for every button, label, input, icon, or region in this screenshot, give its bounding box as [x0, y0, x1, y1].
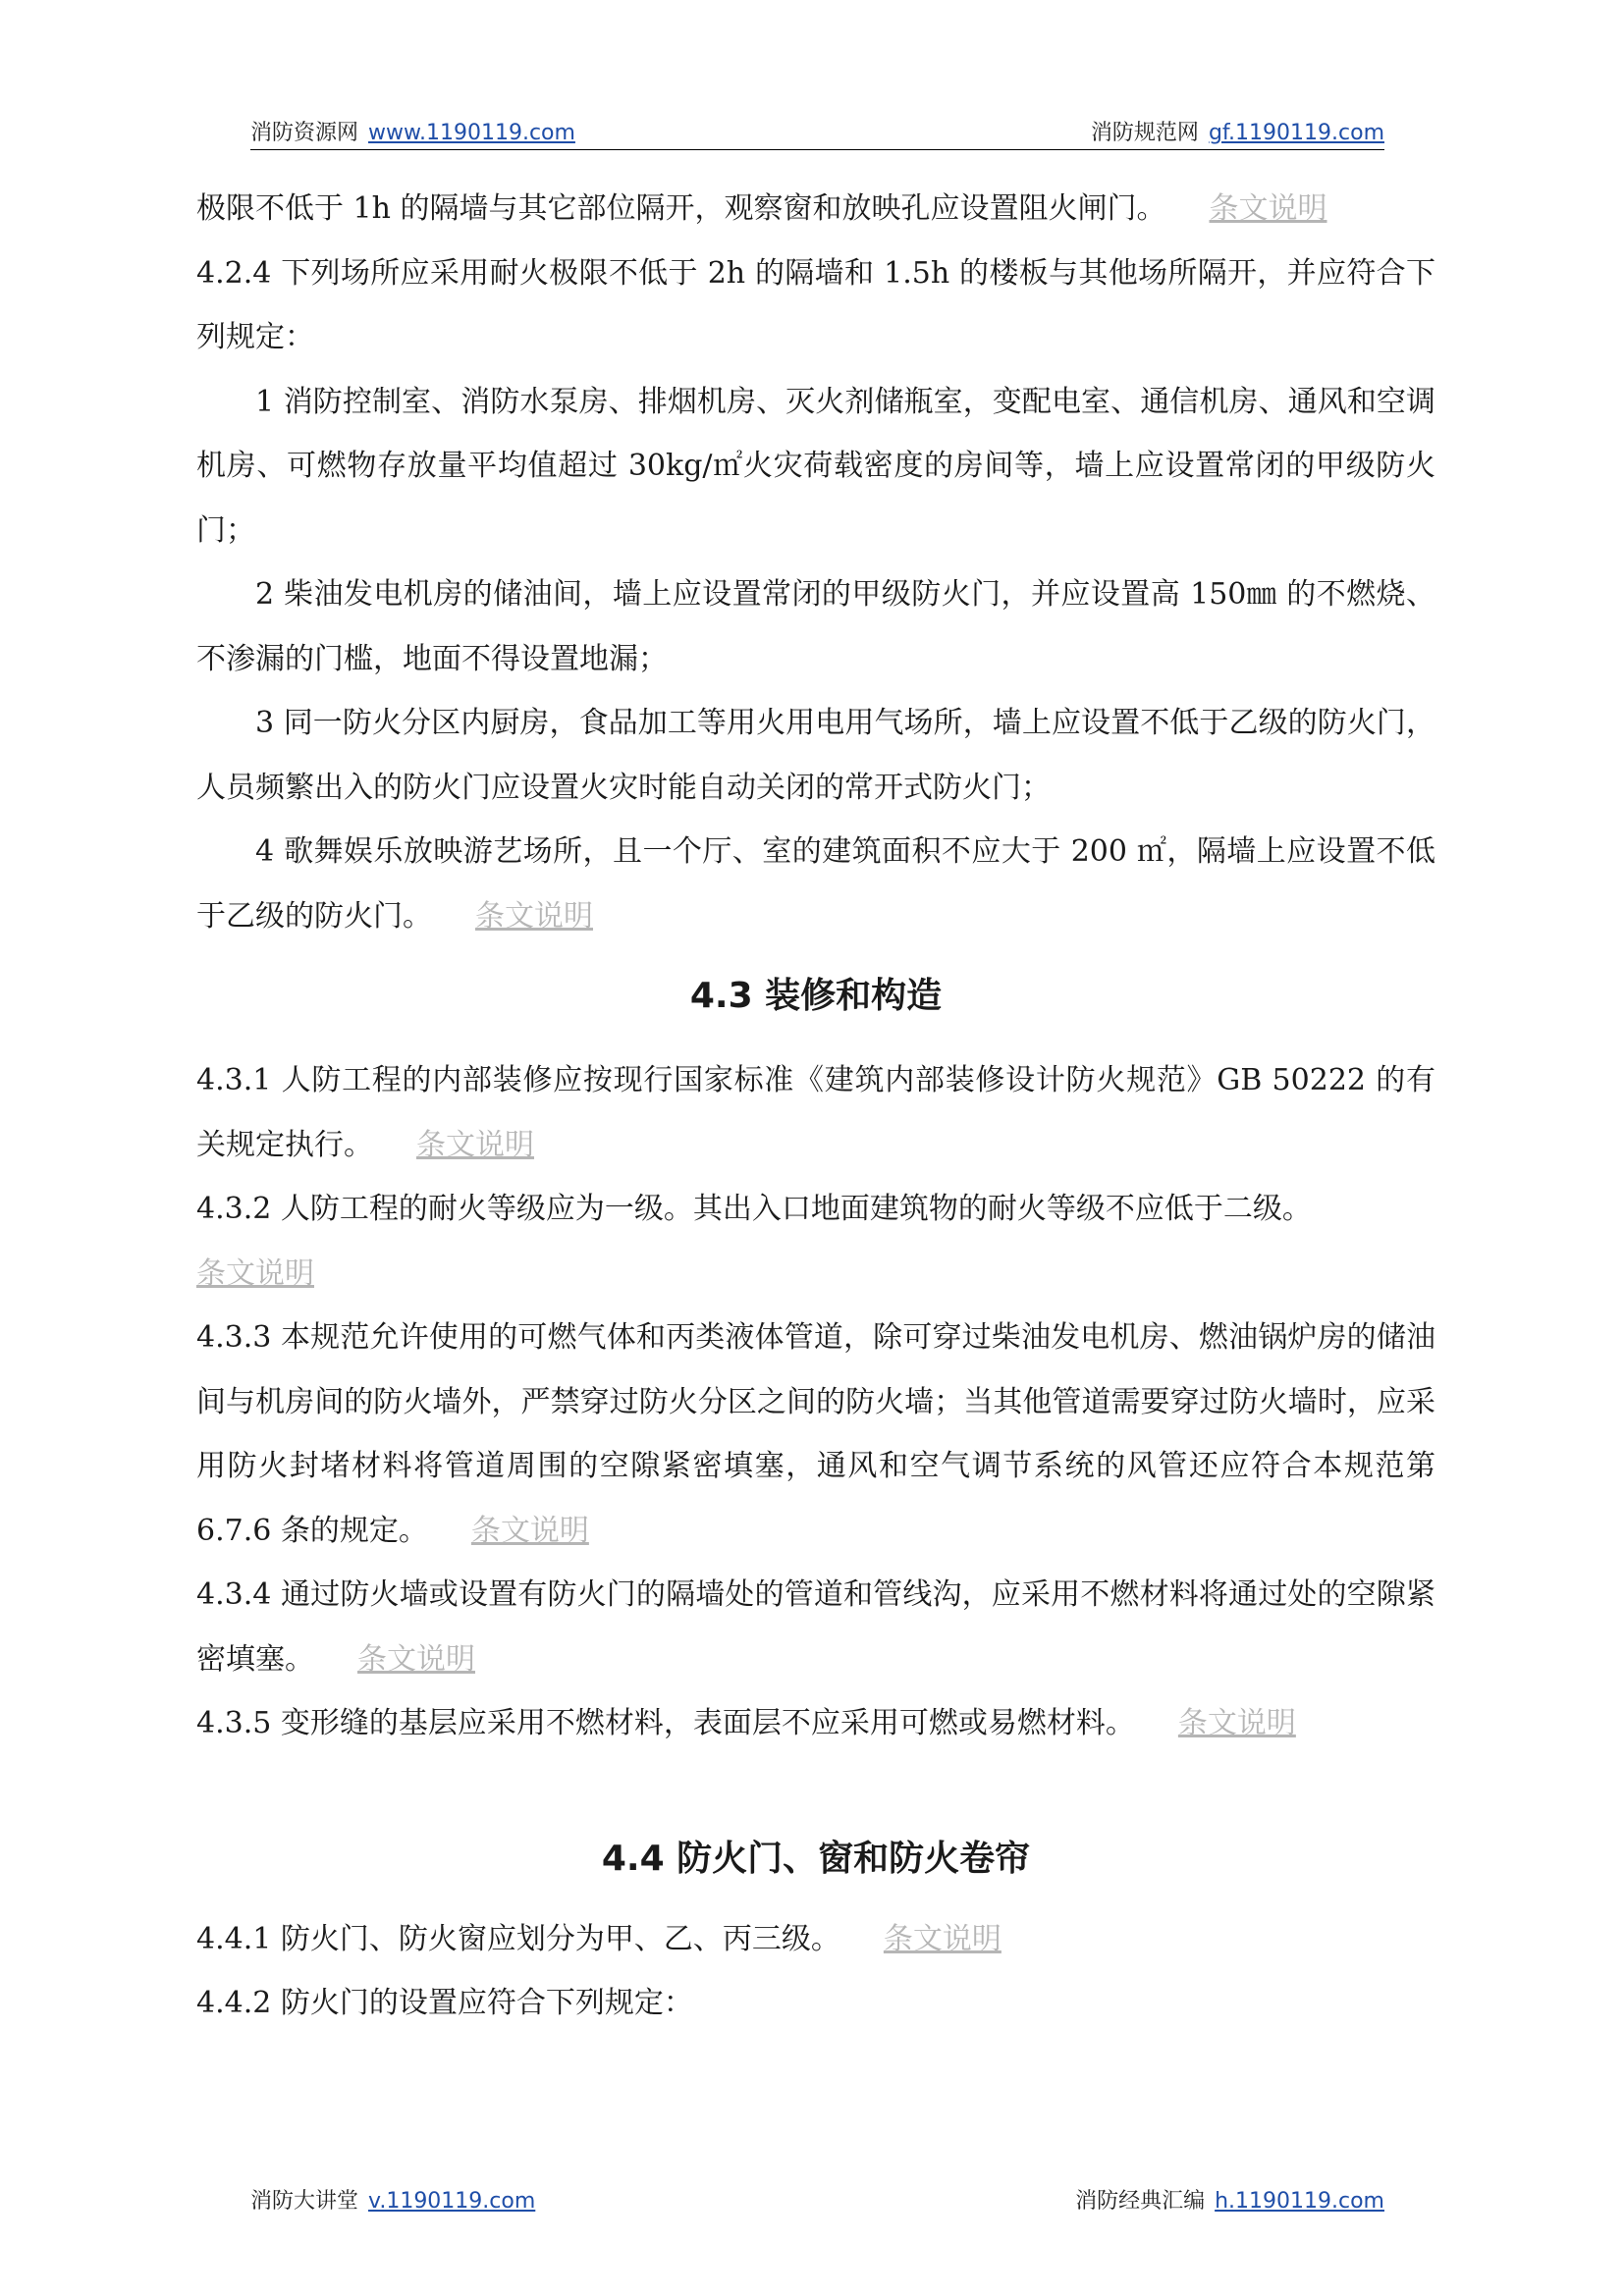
clause-4-2-4-item-3 [196, 691, 1435, 820]
clause-4-4-2 [196, 1971, 1435, 2036]
header-right [1091, 116, 1384, 146]
clause-text: 4.4.1 防火门、防火窗应划分为甲、乙、丙三级。 [196, 1921, 840, 1956]
footer-left [250, 2184, 535, 2215]
clause-note-link[interactable]: 条文说明 [416, 1127, 534, 1162]
clause-text: 4.3.2 人防工程的耐火等级应为一级。其出入口地面建筑物的耐火等级不应低于二级。 [196, 1192, 1312, 1226]
header-right-label: 消防规范网 [1090, 121, 1199, 145]
clause-text: 4.2.4 下列场所应采用耐火极限不低于 2h 的隔墙和 1.5h 的楼板与其他场所隔开，并应符合下列规定： [196, 255, 1435, 354]
item-text: 2 柴油发电机房的储油间，墙上应设置常闭的甲级防火门，并应设置高 150㎜ 的不燃烧、不渗漏的门槛，地面不得设置地漏； [196, 577, 1435, 676]
clause-4-3-2 [196, 1177, 1435, 1306]
item-text: 1 消防控制室、消防水泵房、排烟机房、灭火剂储瓶室，变配电室、通信机房、通风和空调机房、可燃物存放量平均值超过 30kg/㎡火灾荷载密度的房间等，墙上应设置常闭的甲级防火门； [196, 384, 1435, 548]
header-left-label: 消防资源网 [250, 121, 359, 145]
footer-left-label: 消防大讲堂 [250, 2189, 359, 2214]
section-title-4-3: 4.3 装修和构造 [689, 976, 943, 1016]
page-footer [250, 2184, 1384, 2217]
clause-text: 4.3.3 本规范允许使用的可燃气体和丙类液体管道，除可穿过柴油发电机房、燃油锅炉房的储油间与机房间的防火墙外，严禁穿过防火分区之间的防火墙；当其他管道需要穿过防火墙时，应采用防火封堵材料将管道周围的空隙紧密填塞，通风和空气调节系统的风管还应符合本规范第 6.7.6 条的规定。 [196, 1320, 1435, 1548]
clause-4-2-4-item-2 [196, 562, 1435, 691]
clause-note-link[interactable]: 条文说明 [1177, 1706, 1296, 1740]
header-right-link[interactable]: gf.1190119.com [1208, 121, 1384, 145]
clause-4-3-3 [196, 1306, 1435, 1563]
clause-text: 4.3.1 人防工程的内部装修应按现行国家标准《建筑内部装修设计防火规范》GB 50222 的有关规定执行。 [196, 1063, 1435, 1162]
header-left-link[interactable]: www.1190119.com [368, 121, 575, 145]
clause-4-3-1 [196, 1048, 1435, 1177]
clause-note-link[interactable]: 条文说明 [357, 1641, 475, 1677]
item-text: 4 歌舞娱乐放映游艺场所，且一个厅、室的建筑面积不应大于 200 ㎡，隔墙上应设置不低于乙级的防火门。 [196, 834, 1435, 934]
paragraph-text: 极限不低于 1h 的隔墙与其它部位隔开，观察窗和放映孔应设置阻火闸门。 [196, 191, 1166, 226]
clause-note-link[interactable]: 条文说明 [1209, 191, 1327, 226]
clause-4-4-1 [196, 1907, 1435, 1972]
document-body [196, 177, 1435, 2036]
item-text: 3 同一防火分区内厨房，食品加工等用火用电用气场所，墙上应设置不低于乙级的防火门，人员频繁出入的防火门应设置火灾时能自动关闭的常开式防火门； [196, 706, 1435, 805]
footer-right-label: 消防经典汇编 [1075, 2189, 1206, 2214]
clause-4-2-4 [196, 241, 1435, 370]
clause-note-link[interactable]: 条文说明 [470, 1513, 589, 1548]
section-title-4-4: 4.4 防火门、窗和防火卷帘 [601, 1838, 1031, 1879]
clause-4-3-5 [196, 1691, 1435, 1756]
clause-note-link[interactable]: 条文说明 [475, 898, 593, 934]
header-left [250, 116, 575, 146]
footer-right-link[interactable]: h.1190119.com [1215, 2189, 1384, 2214]
clause-4-2-4-item-1 [196, 370, 1435, 563]
page-header [250, 116, 1384, 150]
clause-text: 4.4.2 防火门的设置应符合下列规定： [196, 1986, 693, 2020]
paragraph-continuation [196, 177, 1435, 241]
clause-text: 4.3.5 变形缝的基层应采用不燃材料，表面层不应采用可燃或易燃材料。 [196, 1706, 1135, 1740]
clause-4-3-4 [196, 1563, 1435, 1691]
footer-left-link[interactable]: v.1190119.com [368, 2189, 536, 2214]
footer-right [1075, 2184, 1384, 2215]
clause-note-link[interactable]: 条文说明 [196, 1255, 314, 1291]
clause-text: 4.3.4 通过防火墙或设置有防火门的隔墙处的管道和管线沟，应采用不燃材料将通过处的空隙紧密填塞。 [196, 1577, 1435, 1677]
clause-note-link[interactable]: 条文说明 [883, 1921, 1001, 1956]
clause-4-2-4-item-4 [196, 820, 1435, 948]
